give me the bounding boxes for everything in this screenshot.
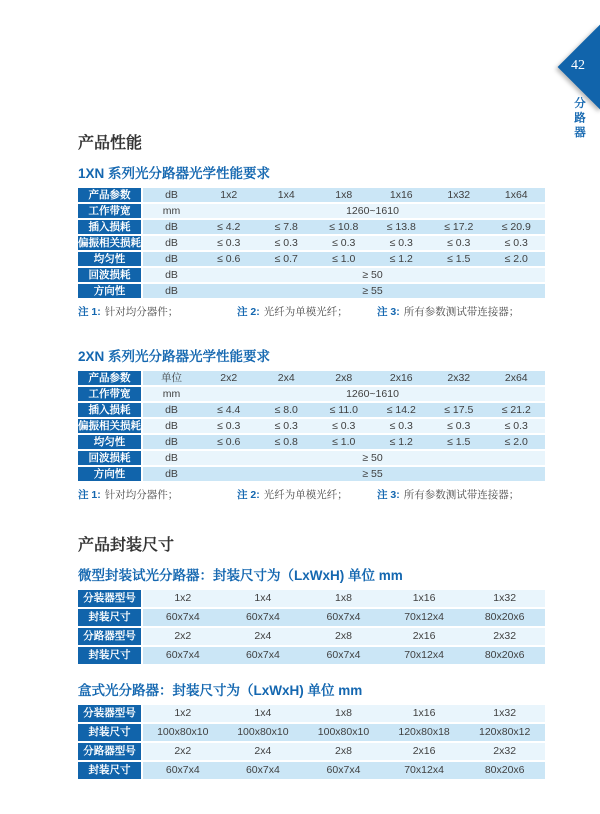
value-cell: ≤ 10.8	[315, 219, 373, 235]
value-cell: ≤ 0.3	[373, 235, 431, 251]
value-cell: 120x80x12	[464, 723, 545, 742]
value-cell: ≤ 11.0	[315, 402, 373, 418]
value-cell: 60x7x4	[223, 608, 304, 627]
value-cell: 1x2	[142, 590, 223, 608]
section-title-performance: 产品性能	[78, 135, 143, 152]
value-cell: 80x20x6	[464, 608, 545, 627]
note-item	[237, 304, 377, 319]
value-cell: ≤ 0.3	[200, 418, 258, 434]
value-cell: ≤ 0.3	[488, 418, 546, 434]
table-2xn-performance	[78, 371, 545, 483]
unit-cell: dB	[142, 188, 200, 203]
value-cell: 1x8	[303, 705, 384, 723]
unit-cell: dB	[142, 450, 200, 466]
value-cell: ≤ 0.3	[373, 418, 431, 434]
note-item	[78, 304, 237, 319]
value-cell: ≤ 1.0	[315, 434, 373, 450]
note-text: 光纤为单模光纤；	[263, 489, 348, 501]
value-cell: ≤ 0.3	[258, 235, 316, 251]
value-cell: 60x7x4	[142, 608, 223, 627]
row-label-cell: 封装尺寸	[78, 723, 142, 742]
unit-cell: mm	[142, 386, 200, 402]
table-row	[78, 235, 545, 251]
value-cell: 60x7x4	[142, 761, 223, 780]
note-label: 注 2:	[237, 306, 260, 318]
value-cell: ≤ 4.4	[200, 402, 258, 418]
table-box-package-dimensions	[78, 705, 545, 781]
value-cell: ≤ 1.2	[373, 251, 431, 267]
note-text: 光纤为单模光纤；	[263, 306, 348, 318]
note-text: 针对均分器件；	[104, 489, 179, 501]
subtitle-1xn: 1XN 系列光分路器光学性能要求	[78, 166, 271, 181]
note-label: 注 1:	[78, 489, 101, 501]
value-cell: ≤ 4.2	[200, 219, 258, 235]
subtitle-micro-package: 微型封装试光分路器：封装尺寸为（LxWxH) 单位 mm	[78, 568, 403, 583]
row-label-cell: 方向性	[78, 466, 142, 482]
note-label: 注 3:	[377, 489, 400, 501]
value-cell: 1x4	[223, 705, 304, 723]
value-cell: ≤ 0.3	[315, 418, 373, 434]
value-cell: ≤ 0.6	[200, 434, 258, 450]
unit-cell: 单位	[142, 371, 200, 386]
value-cell: 60x7x4	[142, 646, 223, 665]
column-header-cell: 1x16	[373, 188, 431, 203]
value-cell: 1x32	[464, 590, 545, 608]
row-label-cell: 分装器型号	[78, 705, 142, 723]
table-row	[78, 761, 545, 780]
column-header-cell: 1x32	[430, 188, 488, 203]
value-cell: 1x4	[223, 590, 304, 608]
row-label-cell: 插入损耗	[78, 219, 142, 235]
row-label-cell: 工作带宽	[78, 386, 142, 402]
value-cell: 70x12x4	[384, 761, 465, 780]
value-cell: ≤ 0.7	[258, 251, 316, 267]
page-number: 42	[571, 58, 585, 73]
value-cell: ≤ 17.5	[430, 402, 488, 418]
note-item	[237, 487, 377, 502]
column-header-cell: 1x2	[200, 188, 258, 203]
table-row	[78, 371, 545, 386]
row-label-cell: 方向性	[78, 283, 142, 299]
value-cell: 60x7x4	[223, 761, 304, 780]
table-row	[78, 267, 545, 283]
unit-cell: dB	[142, 235, 200, 251]
table-row	[78, 742, 545, 761]
unit-cell: mm	[142, 203, 200, 219]
value-cell: ≤ 21.2	[488, 402, 546, 418]
value-cell: 2x4	[223, 627, 304, 646]
value-cell: 2x2	[142, 742, 223, 761]
value-cell: 2x16	[384, 627, 465, 646]
value-cell: 1x16	[384, 705, 465, 723]
table-row	[78, 219, 545, 235]
value-cell: 100x80x10	[142, 723, 223, 742]
value-cell: ≤ 0.3	[258, 418, 316, 434]
column-header-cell: 2x64	[488, 371, 546, 386]
value-cell: ≥ 50	[200, 267, 545, 283]
row-label-cell: 插入损耗	[78, 402, 142, 418]
value-cell: 2x32	[464, 627, 545, 646]
value-cell: 60x7x4	[303, 646, 384, 665]
value-cell: 80x20x6	[464, 761, 545, 780]
value-cell: 100x80x10	[223, 723, 304, 742]
row-label-cell: 回波损耗	[78, 450, 142, 466]
value-cell: ≤ 0.3	[430, 235, 488, 251]
table-row	[78, 283, 545, 299]
note-label: 注 3:	[377, 306, 400, 318]
column-header-cell: 1x8	[315, 188, 373, 203]
note-item	[78, 487, 237, 502]
note-text: 所有参数测试带连接器；	[403, 489, 520, 501]
value-cell: ≥ 55	[200, 466, 545, 482]
unit-cell: dB	[142, 219, 200, 235]
value-cell: 2x8	[303, 742, 384, 761]
table-row	[78, 450, 545, 466]
subtitle-box-package: 盒式光分路器：封装尺寸为（LxWxH) 单位 mm	[78, 683, 363, 698]
table-1xn-performance	[78, 188, 545, 300]
value-cell: ≤ 1.5	[430, 434, 488, 450]
unit-cell: dB	[142, 267, 200, 283]
subtitle-2xn: 2XN 系列光分路器光学性能要求	[78, 349, 271, 364]
value-cell: 80x20x6	[464, 646, 545, 665]
column-header-cell: 2x2	[200, 371, 258, 386]
table-notes	[78, 487, 545, 502]
value-cell: ≤ 1.5	[430, 251, 488, 267]
row-label-cell: 工作带宽	[78, 203, 142, 219]
value-cell: 2x16	[384, 742, 465, 761]
table-row	[78, 705, 545, 723]
table-row	[78, 627, 545, 646]
value-cell: 1x32	[464, 705, 545, 723]
table-row	[78, 251, 545, 267]
unit-cell: dB	[142, 283, 200, 299]
value-cell: ≤ 0.8	[258, 434, 316, 450]
table-row	[78, 188, 545, 203]
table-row	[78, 434, 545, 450]
note-text: 所有参数测试带连接器；	[403, 306, 520, 318]
note-label: 注 2:	[237, 489, 260, 501]
value-cell: 120x80x18	[384, 723, 465, 742]
column-header-cell: 1x4	[258, 188, 316, 203]
table-row	[78, 608, 545, 627]
table-micro-package-dimensions	[78, 590, 545, 666]
table-row	[78, 402, 545, 418]
value-cell: 70x12x4	[384, 608, 465, 627]
value-cell: ≥ 55	[200, 283, 545, 299]
value-cell: ≤ 17.2	[430, 219, 488, 235]
unit-cell: dB	[142, 418, 200, 434]
row-label-cell: 均匀性	[78, 434, 142, 450]
table-notes	[78, 304, 545, 319]
row-label-cell: 封装尺寸	[78, 646, 142, 665]
column-header-cell: 1x64	[488, 188, 546, 203]
value-cell: ≤ 2.0	[488, 434, 546, 450]
value-cell: ≤ 13.8	[373, 219, 431, 235]
column-header-cell: 2x32	[430, 371, 488, 386]
row-label-cell: 封装尺寸	[78, 761, 142, 780]
table-row	[78, 646, 545, 665]
column-header-cell: 2x4	[258, 371, 316, 386]
value-cell: 60x7x4	[303, 761, 384, 780]
value-cell: 100x80x10	[303, 723, 384, 742]
row-label-cell: 偏振相关损耗	[78, 420, 141, 432]
value-cell: ≤ 2.0	[488, 251, 546, 267]
table-row	[78, 418, 545, 434]
value-cell: 1x8	[303, 590, 384, 608]
table-row	[78, 590, 545, 608]
row-label-cell: 分路器型号	[78, 627, 142, 646]
note-text: 针对均分器件；	[104, 306, 179, 318]
value-cell: 1x16	[384, 590, 465, 608]
value-cell: ≤ 1.0	[315, 251, 373, 267]
value-cell: 1x2	[142, 705, 223, 723]
value-cell: ≤ 0.3	[200, 235, 258, 251]
value-cell: 1260~1610	[200, 203, 545, 219]
table-row	[78, 723, 545, 742]
value-cell: ≤ 0.3	[315, 235, 373, 251]
value-cell: ≤ 7.8	[258, 219, 316, 235]
unit-cell: dB	[142, 251, 200, 267]
value-cell: 2x4	[223, 742, 304, 761]
value-cell: ≥ 50	[200, 450, 545, 466]
value-cell: 2x32	[464, 742, 545, 761]
value-cell: ≤ 0.6	[200, 251, 258, 267]
row-label-cell: 均匀性	[78, 251, 142, 267]
row-label-cell: 分路器型号	[78, 742, 142, 761]
note-item	[377, 304, 519, 319]
page-content	[78, 130, 545, 781]
value-cell: ≤ 0.3	[488, 235, 546, 251]
chapter-tab-label: 分路器	[573, 97, 585, 141]
note-item	[377, 487, 519, 502]
note-label: 注 1:	[78, 306, 101, 318]
row-label-cell: 偏振相关损耗	[78, 237, 141, 249]
unit-cell: dB	[142, 466, 200, 482]
value-cell: 60x7x4	[303, 608, 384, 627]
row-label-cell: 产品参数	[78, 188, 142, 203]
table-row	[78, 203, 545, 219]
row-label-cell: 产品参数	[78, 371, 142, 386]
row-label-cell: 分装器型号	[78, 590, 142, 608]
row-label-cell: 回波损耗	[78, 267, 142, 283]
value-cell: 60x7x4	[223, 646, 304, 665]
unit-cell: dB	[142, 402, 200, 418]
value-cell: ≤ 8.0	[258, 402, 316, 418]
value-cell: ≤ 14.2	[373, 402, 431, 418]
column-header-cell: 2x8	[315, 371, 373, 386]
value-cell: 1260~1610	[200, 386, 545, 402]
value-cell: ≤ 0.3	[430, 418, 488, 434]
value-cell: ≤ 20.9	[488, 219, 546, 235]
value-cell: ≤ 1.2	[373, 434, 431, 450]
column-header-cell: 2x16	[373, 371, 431, 386]
unit-cell: dB	[142, 434, 200, 450]
value-cell: 2x8	[303, 627, 384, 646]
value-cell: 2x2	[142, 627, 223, 646]
table-row	[78, 386, 545, 402]
value-cell: 70x12x4	[384, 646, 465, 665]
table-row	[78, 466, 545, 482]
section-title-packaging: 产品封装尺寸	[78, 537, 175, 554]
row-label-cell: 封装尺寸	[78, 608, 142, 627]
